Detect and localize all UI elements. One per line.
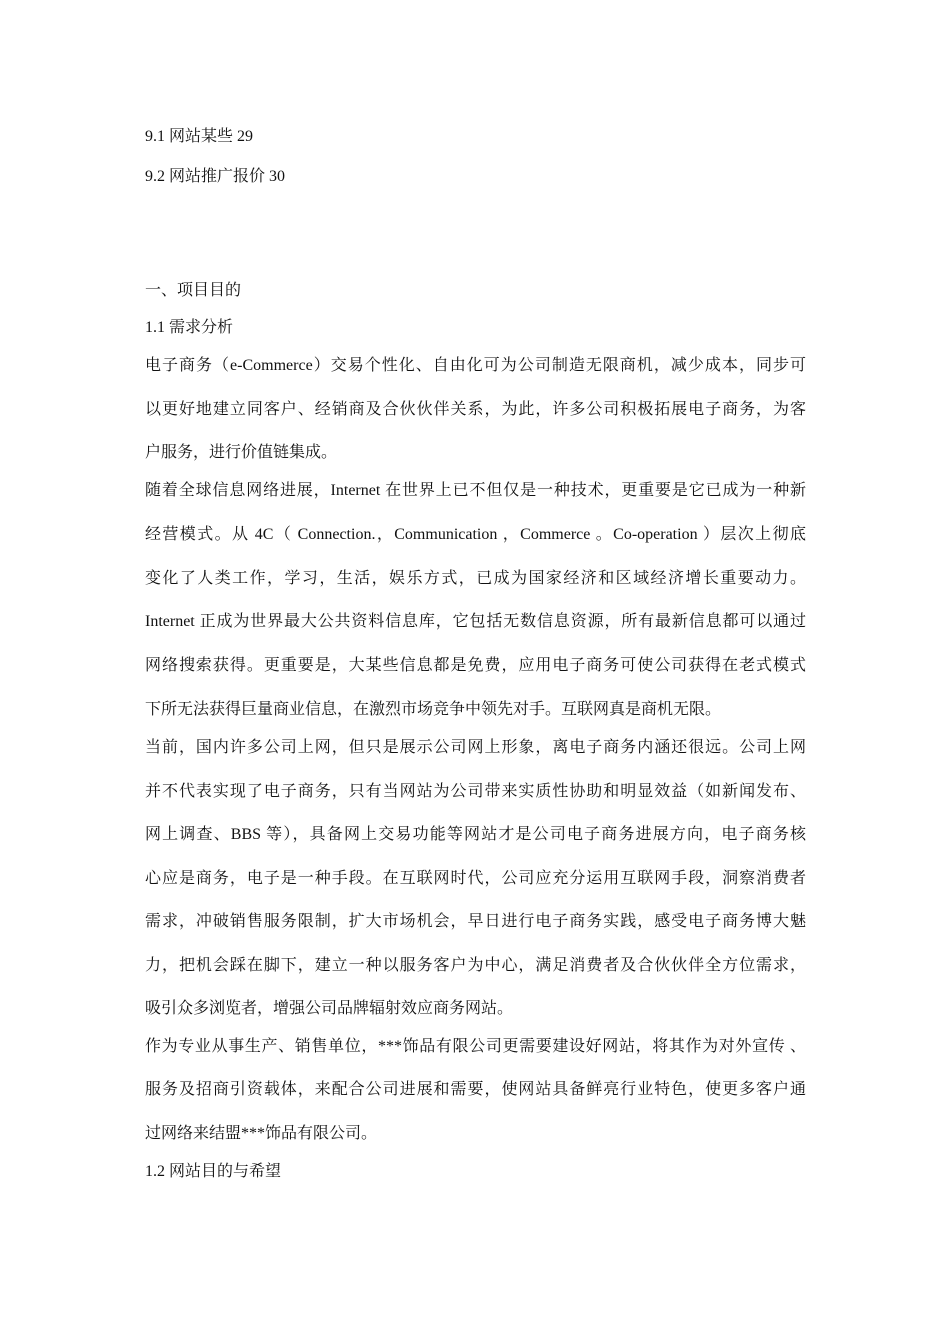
paragraph-1-line-3: 户服务，进行价值链集成。 [145,444,338,461]
toc-entry-9-1: 9.1 网站某些 29 [145,128,254,145]
paragraph-2-line-5: 网络搜索获得。更重要是，大某些信息都是免费，应用电子商务可使公司获得在老式模式 [145,657,806,674]
paragraph-3-line-7: 吸引众多浏览者，增强公司品牌辐射效应商务网站。 [145,1000,514,1017]
paragraph-2-line-3: 变化了人类工作，学习，生活，娱乐方式，已成为国家经济和区域经济增长重要动力。 [145,570,806,587]
toc-entry-9-2: 9.2 网站推广报价 30 [145,168,286,185]
section-heading-1-2: 1.2 网站目的与希望 [145,1163,282,1180]
paragraph-2-line-1: 随着全球信息网络进展，Internet 在世界上已不但仅是一种技术，更重要是它已成为一种新 [145,482,806,499]
paragraph-2-line-6: 下所无法获得巨量商业信息，在激烈市场竞争中领先对手。互联网真是商机无限。 [145,701,722,718]
paragraph-4-line-3: 过网络来结盟***饰品有限公司。 [145,1125,378,1142]
paragraph-2-line-2: 经营模式。从 4C（ Connection.，Communication ，Commerce 。Co-operation ）层次上彻底 [145,526,806,543]
paragraph-2-line-4: Internet 正成为世界最大公共资料信息库，它包括无数信息资源，所有最新信息都可以通过 [145,613,806,630]
chapter-heading: 一、项目目的 [145,282,242,299]
section-heading-1-1: 1.1 需求分析 [145,319,234,336]
paragraph-4-line-1: 作为专业从事生产、销售单位，***饰品有限公司更需要建设好网站，将其作为对外宣传 、 [145,1038,806,1055]
paragraph-3-line-4: 心应是商务，电子是一种手段。在互联网时代，公司应充分运用互联网手段，洞察消费者 [145,870,806,887]
paragraph-3-line-3: 网上调查、BBS 等），具备网上交易功能等网站才是公司电子商务进展方向，电子商务核 [145,826,806,843]
paragraph-3-line-6: 力，把机会踩在脚下，建立一种以服务客户为中心，满足消费者及合伙伙伴全方位需求， [145,957,806,974]
paragraph-3-line-5: 需求，冲破销售服务限制，扩大市场机会，早日进行电子商务实践，感受电子商务博大魅 [145,913,806,930]
paragraph-1-line-1: 电子商务（e-Commerce）交易个性化、自由化可为公司制造无限商机，减少成本，同步可 [145,357,806,374]
paragraph-3-line-2: 并不代表实现了电子商务，只有当网站为公司带来实质性协助和明显效益（如新闻发布、 [145,783,806,800]
paragraph-4-line-2: 服务及招商引资载体，来配合公司进展和需要，使网站具备鲜亮行业特色，使更多客户通 [145,1081,806,1098]
paragraph-1-line-2: 以更好地建立同客户、经销商及合伙伙伴关系，为此，许多公司积极拓展电子商务，为客 [145,401,806,418]
paragraph-3-line-1: 当前，国内许多公司上网，但只是展示公司网上形象，离电子商务内涵还很远。公司上网 [145,739,806,756]
